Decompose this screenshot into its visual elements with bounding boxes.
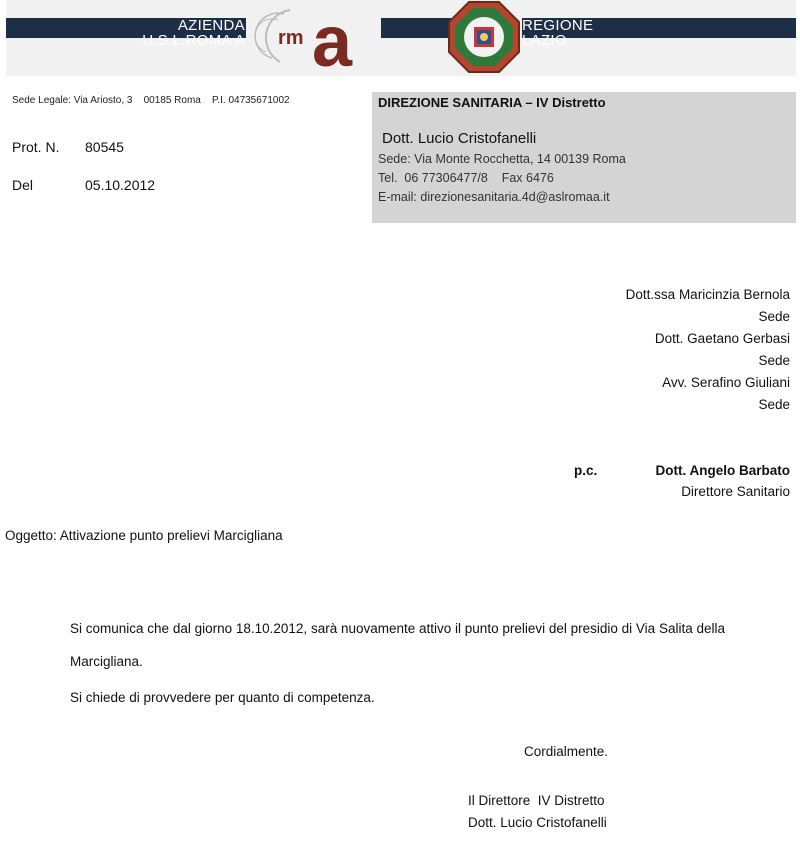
body-paragraph: Si chiede di provvedere per quanto di competenza.	[70, 690, 375, 705]
protocol-number: 80545	[85, 139, 124, 155]
regione-name: REGIONE LAZIO	[522, 17, 594, 49]
signature-title: Il Direttore IV Distretto	[468, 793, 605, 808]
protocol-label: Prot. N.	[12, 139, 60, 155]
sede-legale: Sede Legale: Via Ariosto, 3 00185 Roma P.I. 04735671002	[12, 95, 290, 106]
regione-lazio-crest-icon	[447, 0, 521, 74]
closing-salutation: Cordialmente.	[524, 744, 609, 759]
recipient-name: Dott.ssa Maricinzia Bernola	[625, 287, 790, 302]
office-email: E-mail: direzionesanitaria.4d@aslromaa.it	[378, 190, 610, 204]
cc-name: Dott. Angelo Barbato	[655, 463, 790, 478]
middle-band	[381, 18, 451, 38]
office-phone: Tel. 06 77306477/8 Fax 6476	[378, 171, 554, 185]
office-address: Sede: Via Monte Rocchetta, 14 00139 Roma	[378, 152, 626, 166]
usl-logo-icon	[250, 2, 370, 72]
protocol-date: 05.10.2012	[85, 177, 156, 193]
cc-label: p.c.	[574, 463, 598, 478]
cc-role: Direttore Sanitario	[681, 484, 790, 499]
body-paragraph: Si comunica che dal giorno 18.10.2012, sarà nuovamente attivo il punto prelievi del presidio di Via Salita della Marcigliana.	[70, 621, 725, 669]
recipient-place: Sede	[758, 397, 790, 412]
signature-name: Dott. Lucio Cristofanelli	[468, 815, 607, 830]
office-director-name: Dott. Lucio Cristofanelli	[382, 130, 537, 147]
azienda-name: AZIENDA U.S.L.ROMA A	[142, 17, 245, 49]
logo-rm-text: rm	[278, 27, 304, 49]
recipient-place: Sede	[758, 309, 790, 324]
recipient-place: Sede	[758, 353, 790, 368]
office-title: DIREZIONE SANITARIA – IV Distretto	[378, 95, 606, 110]
letter-subject: Oggetto: Attivazione punto prelievi Marcigliana	[5, 528, 283, 543]
recipient-name: Dott. Gaetano Gerbasi	[654, 331, 790, 346]
logo-a-text: a	[312, 2, 353, 72]
recipient-name: Avv. Serafino Giuliani	[662, 375, 790, 390]
letterhead-banner	[6, 0, 796, 76]
date-label: Del	[12, 177, 34, 193]
